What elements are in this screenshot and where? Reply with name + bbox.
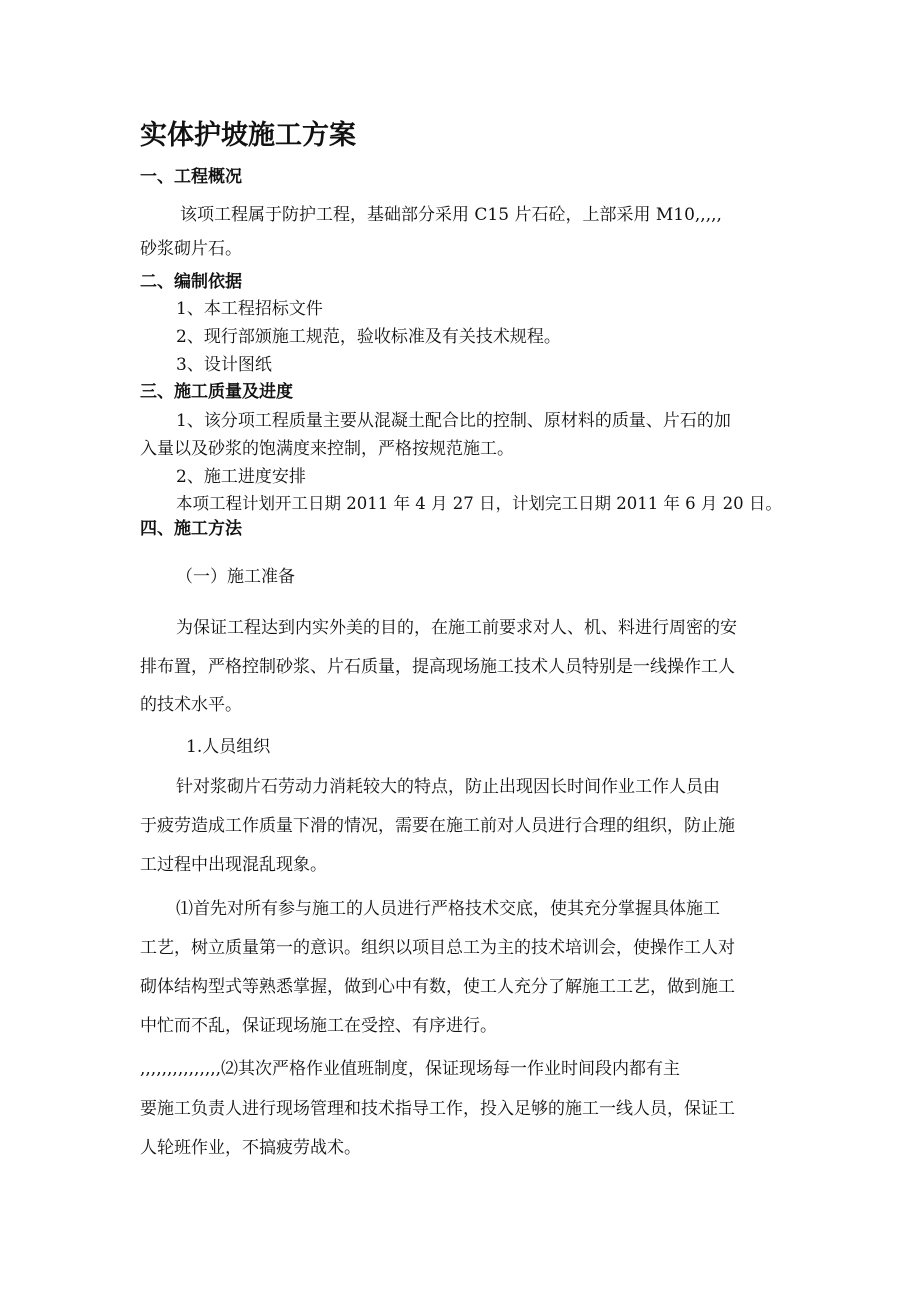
subsection-heading: 1.人员组织	[186, 737, 271, 757]
paragraph-line: 工过程中出现混乱现象。	[140, 855, 327, 875]
list-item: 3、设计图纸	[176, 355, 272, 375]
paragraph-line: 的技术水平。	[140, 695, 242, 715]
paragraph-line: 针对浆砌片石劳动力消耗较大的特点，防止出现因长时间作业工作人员由	[176, 777, 720, 797]
paragraph-line: 入量以及砂浆的饱满度来控制，严格按规范施工。	[140, 439, 514, 459]
paragraph-line: 该项工程属于防护工程，基础部分采用 C15 片石砼，上部采用 M10,,,,,	[180, 205, 722, 225]
section-heading-overview: 一、工程概况	[140, 167, 242, 187]
section-heading-quality: 三、施工质量及进度	[140, 382, 293, 402]
list-item: 2、现行部颁施工规范，验收标准及有关技术规程。	[176, 327, 561, 347]
paragraph-line: 排布置，严格控制砂浆、片石质量，提高现场施工技术人员特别是一线操作工人	[140, 657, 735, 677]
paragraph-line: 中忙而不乱，保证现场施工在受控、有序进行。	[140, 1016, 497, 1036]
paragraph-line: ,,,,,,,,,,,,,,,⑵其次严格作业值班制度，保证现场每一作业时间段内都有主	[140, 1059, 681, 1079]
paragraph-line: 2、施工进度安排	[176, 467, 306, 487]
paragraph-line: 人轮班作业，不搞疲劳战术。	[140, 1138, 361, 1158]
paragraph-line: 工艺，树立质量第一的意识。组织以项目总工为主的技术培训会，使操作工人对	[140, 938, 735, 958]
list-item: 1、本工程招标文件	[176, 299, 323, 319]
subsection-heading: （一）施工准备	[176, 567, 295, 587]
paragraph-line: 本项工程计划开工日期 2011 年 4 月 27 日，计划完工日期 2011 年 6 月 20 日。	[176, 494, 782, 513]
paragraph-line: ⑴首先对所有参与施工的人员进行严格技术交底，使其充分掌握具体施工	[176, 899, 720, 919]
document-title: 实体护坡施工方案	[140, 120, 356, 151]
paragraph-line: 要施工负责人进行现场管理和技术指导工作，投入足够的施工一线人员，保证工	[140, 1099, 735, 1119]
paragraph-line: 为保证工程达到内实外美的目的，在施工前要求对人、机、料进行周密的安	[176, 618, 737, 638]
paragraph-line: 砂浆砌片石。	[140, 239, 242, 259]
paragraph-line: 于疲劳造成工作质量下滑的情况，需要在施工前对人员进行合理的组织，防止施	[140, 816, 735, 836]
paragraph-line: 1、该分项工程质量主要从混凝土配合比的控制、原材料的质量、片石的加	[176, 411, 731, 431]
section-heading-basis: 二、编制依据	[140, 272, 242, 292]
section-heading-method: 四、施工方法	[140, 519, 242, 539]
paragraph-line: 砌体结构型式等熟悉掌握，做到心中有数，使工人充分了解施工工艺，做到施工	[140, 977, 735, 997]
